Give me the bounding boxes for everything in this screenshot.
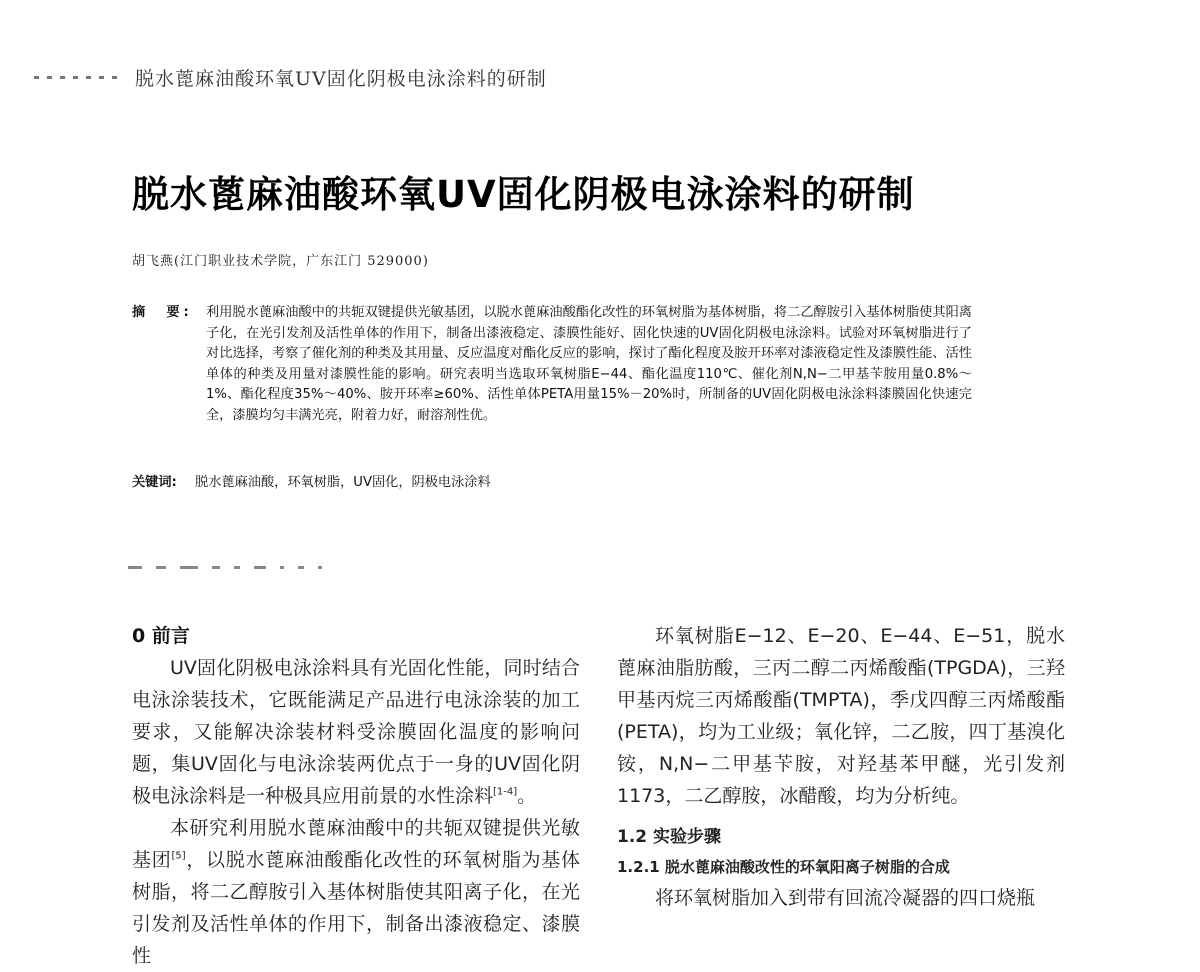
intro-paragraph-2: 本研究利用脱水蓖麻油酸中的共轭双键提供光敏基团[5]，以脱水蓖麻油酸酯化改性的环氧树脂为基体树脂，将二乙醇胺引入基体树脂使其阳离子化，在光引发剂及活性单体的作用下，制备出漆液稳定、漆膜性	[132, 817, 580, 967]
keywords	[132, 471, 491, 490]
abstract	[132, 303, 972, 426]
right-column	[617, 620, 1065, 914]
citation-1-4: [1-4]	[493, 786, 518, 798]
paper-title: 脱水蓖麻油酸环氧UV固化阴极电泳涂料的研制	[132, 173, 915, 216]
author-affiliation: 胡飞燕(江门职业技术学院，广东江门 529000)	[132, 254, 429, 269]
intro-paragraph-1: UV固化阴极电泳涂料具有光固化性能，同时结合电泳涂装技术，它既能满足产品进行电泳涂装的加工要求，又能解决涂装材料受涂膜固化温度的影响问题，集UV固化与电泳涂装两优点于一身的UV固化阴极电泳涂料是一种极具应用前景的水性涂料[1-4]。	[132, 657, 580, 807]
section-divider	[128, 563, 608, 571]
keywords-text: 脱水蓖麻油酸，环氧树脂，UV固化，阴极电泳涂料	[195, 475, 491, 490]
citation-5: [5]	[171, 850, 186, 862]
subsection-heading-synthesis: 1.2.1 脱水蓖麻油酸改性的环氧阳离子树脂的合成	[617, 858, 950, 876]
abstract-text: 利用脱水蓖麻油酸中的共轭双键提供光敏基团，以脱水蓖麻油酸酯化改性的环氧树脂为基体树脂，将二乙醇胺引入基体树脂使其阳离子化，在光引发剂及活性单体的作用下，制备出漆液稳定、漆膜性能好、固化快速的UV固化阴极电泳涂料。试验对环氧树脂进行了对比选择，考察了催化剂的种类及其用量、反应温度对酯化反应的影响，探讨了酯化程度及胺开环率对漆液稳定性及漆膜性能、活性单体的种类及用量对漆膜性能的影响。研究表明当选取环氧树脂E−44、酯化温度110℃、催化剂N,N−二甲基苄胺用量0.8%～1%、酯化程度35%～40%、胺开环率≥60%、活性单体PETA用量15%－20%时，所制备的UV固化阴极电泳涂料漆膜固化快速完全，漆膜均匀丰满光亮，附着力好，耐溶剂性优。	[206, 305, 972, 423]
section-heading-introduction: 0 前言	[132, 625, 190, 647]
section-heading-procedure: 1.2 实验步骤	[617, 827, 722, 847]
left-column	[132, 620, 580, 972]
scan-noise-marks	[34, 76, 117, 79]
running-head-text: 脱水蓖麻油酸环氧UV固化阴极电泳涂料的研制	[135, 67, 547, 90]
running-head	[34, 62, 547, 92]
materials-paragraph: 环氧树脂E−12、E−20、E−44、E−51，脱水蓖麻油脂肪酸，三丙二醇二丙烯酸酯(TPGDA)，三羟甲基丙烷三丙烯酸酯(TMPTA)，季戊四醇三丙烯酸酯(PETA)，均为工业级；氧化锌，二乙胺，四丁基溴化铵，N,N−二甲基苄胺，对羟基苯甲醚，光引发剂1173，二乙醇胺，冰醋酸，均为分析纯。	[617, 625, 1065, 807]
synthesis-paragraph: 将环氧树脂加入到带有回流冷凝器的四口烧瓶	[655, 887, 1036, 909]
abstract-label: 摘 要:	[132, 305, 193, 320]
keywords-label: 关键词:	[132, 475, 177, 490]
